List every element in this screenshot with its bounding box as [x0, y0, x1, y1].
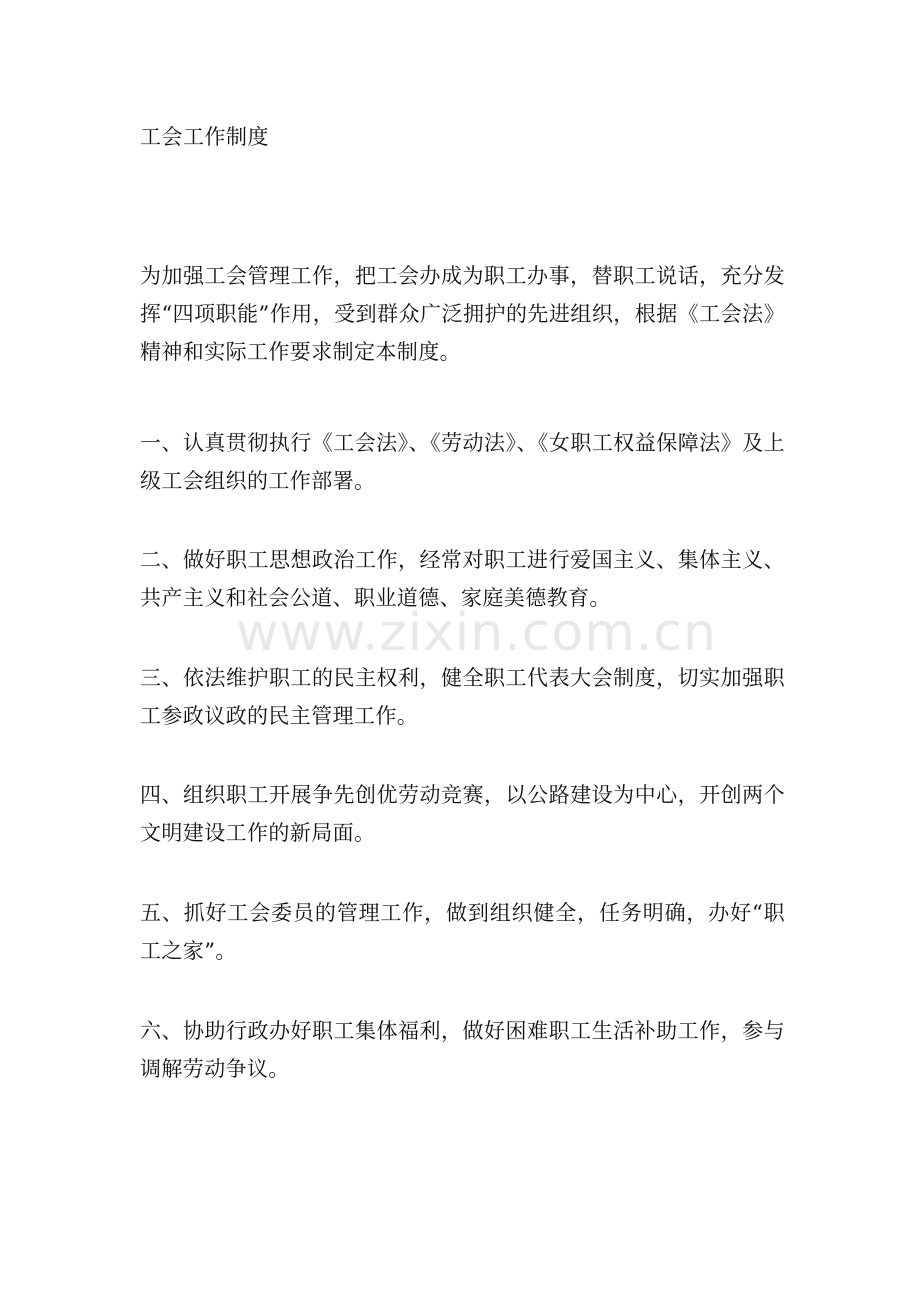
- clause-5: 五、抓好工会委员的管理工作，做到组织健全，任务明确，办好“职工之家”。: [140, 901, 785, 963]
- clause-4: 四、组织职工开展争先创优劳动竞赛，以公路建设为中心，开创两个文明建设工作的新局面。: [140, 783, 785, 845]
- clause-6: 六、协助行政办好职工集体福利，做好困难职工生活补助工作，参与调解劳动争议。: [140, 1019, 785, 1081]
- clause-3: 三、依法维护职工的民主权利，健全职工代表大会制度，切实加强职工参政议政的民主管理工作。: [140, 666, 785, 728]
- document-title: 工会工作制度: [140, 125, 269, 149]
- intro-paragraph: 为加强工会管理工作，把工会办成为职工办事，替职工说话，充分发挥“四项职能”作用，受到群众广泛拥护的先进组织，根据《工会法》精神和实际工作要求制定本制度。: [140, 264, 785, 364]
- clause-1: 一、认真贯彻执行《工会法》、《劳动法》、《女职工权益保障法》及上级工会组织的工作部署。: [140, 431, 785, 493]
- clause-2: 二、做好职工思想政治工作，经常对职工进行爱国主义、集体主义、共产主义和社会公道、职业道德、家庭美德教育。: [140, 548, 785, 610]
- watermark-text: www.zixin.com.cn: [236, 603, 717, 663]
